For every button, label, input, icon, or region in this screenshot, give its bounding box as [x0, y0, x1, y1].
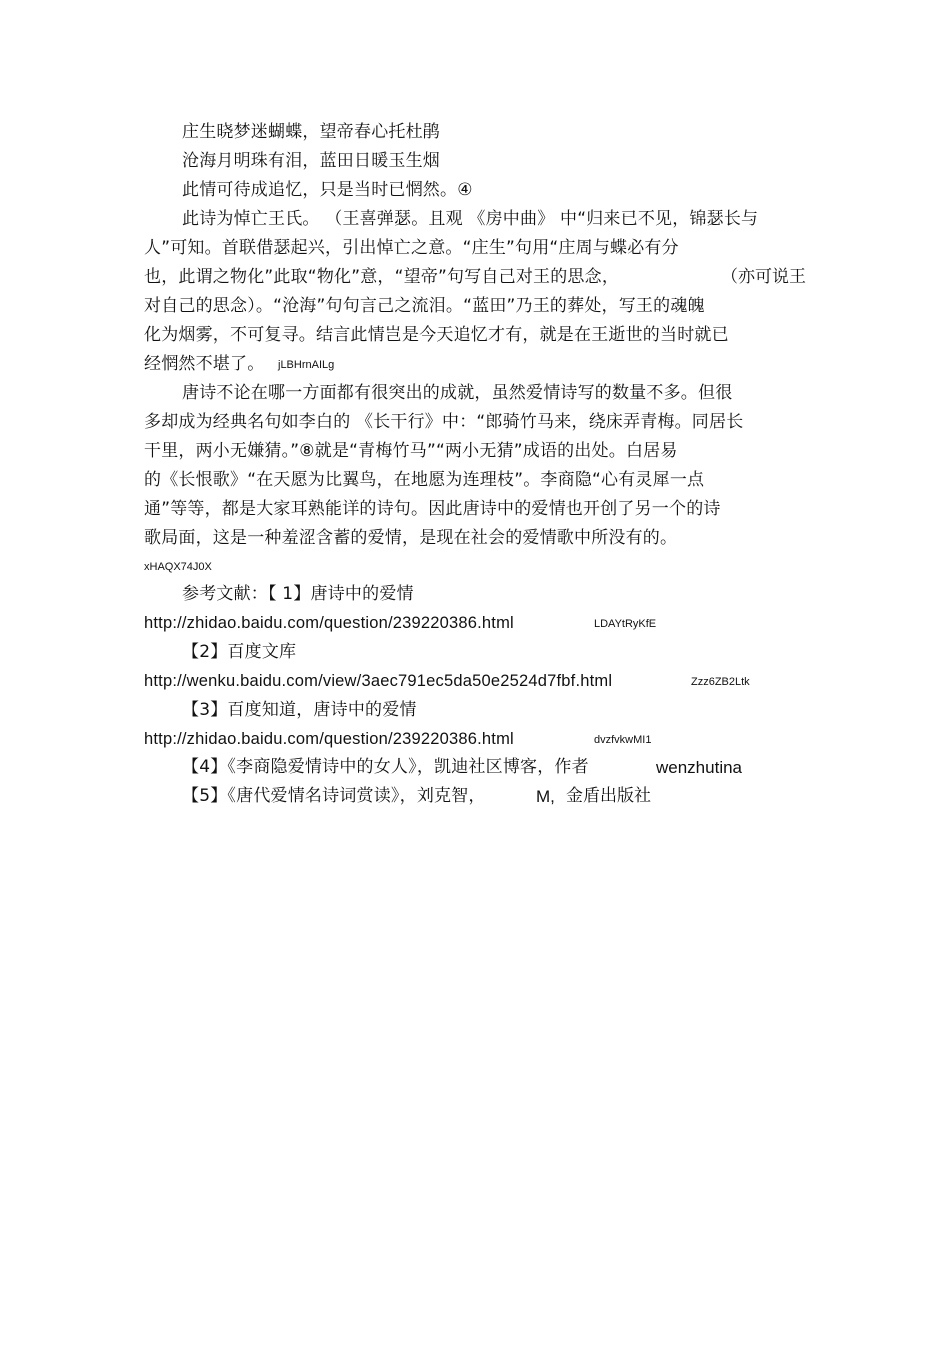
commentary-line-5: 化为烟雾，不可复寻。结言此情岂是今天追忆才有，就是在王逝世的当时就已: [144, 325, 729, 345]
reference-1-code: LDAYtRyKfE: [594, 618, 657, 630]
conclusion-code: xHAQX74J0X: [144, 561, 212, 573]
commentary-line-2: 人”可知。首联借瑟起兴，引出悼亡之意。“庄生”句用“庄周与蝶必有分: [144, 238, 679, 258]
commentary-line-1: 此诗为悼亡王氏。 （王喜弹瑟。且观 《房中曲》 中“归来已不见，锦瑟长与: [182, 209, 759, 229]
reference-4-author: wenzhutina: [656, 758, 743, 777]
conclusion-line-3: 干里，两小无嫌猜。”⑧就是“青梅竹马”“两小无猜”成语的出处。白居易: [144, 441, 678, 461]
conclusion-line-5: 通”等等，都是大家耳熟能详的诗句。因此唐诗中的爱情也开创了另一个的诗: [144, 499, 721, 519]
reference-3-url[interactable]: http://zhidao.baidu.com/question/239220386.html: [144, 730, 514, 748]
conclusion-line-1: 唐诗不论在哪一方面都有很突出的成就，虽然爱情诗写的数量不多。但很: [182, 383, 733, 403]
conclusion-line-6: 歌局面，这是一种羞涩含蓄的爱情，是现在社会的爱情歌中所没有的。: [144, 528, 678, 548]
commentary-line-4: 对自己的思念）。“沧海”句句言己之流泪。“蓝田”乃王的葬处，写王的魂魄: [144, 296, 705, 316]
reference-4-title: 【4】《李商隐爱情诗中的女人》，凯迪社区博客，作者: [182, 757, 589, 777]
commentary-line-3-tail: （亦可说王: [721, 267, 806, 287]
reference-2-title: 【2】百度文库: [182, 642, 297, 662]
commentary-line-6: 经惘然不堪了。: [144, 354, 265, 374]
reference-5-type: M,: [536, 787, 555, 806]
commentary-code: jLBHrnAILg: [278, 359, 335, 371]
poem-line-3: 此情可待成追忆，只是当时已惘然。④: [182, 180, 473, 200]
reference-3-title: 【3】百度知道，唐诗中的爱情: [182, 700, 417, 720]
poem-line-2: 沧海月明珠有泪，蓝田日暖玉生烟: [182, 151, 440, 171]
conclusion-line-2: 多却成为经典名句如李白的 《长干行》中：“郎骑竹马来，绕床弄青梅。同居长: [144, 412, 744, 432]
references-heading: 参考文献：【 1】唐诗中的爱情: [182, 584, 414, 604]
reference-5-title: 【5】《唐代爱情名诗词赏读》，刘克智，: [182, 786, 486, 806]
reference-5-publisher: 金盾出版社: [566, 786, 651, 806]
conclusion-line-4: 的《长恨歌》“在天愿为比翼鸟，在地愿为连理枝”。李商隐“心有灵犀一点: [144, 470, 705, 490]
reference-2-code: Zzz6ZB2Ltk: [691, 676, 750, 688]
reference-3-code: dvzfvkwMI1: [594, 734, 652, 746]
commentary-line-3: 也，此谓之物化”此取“物化”意，“望帝”句写自己对王的思念，: [144, 267, 620, 287]
reference-1-url[interactable]: http://zhidao.baidu.com/question/239220386.html: [144, 614, 514, 632]
reference-2-url[interactable]: http://wenku.baidu.com/view/3aec791ec5da50e2524d7fbf.html: [144, 672, 613, 690]
poem-line-1: 庄生晓梦迷蝴蝶，望帝春心托杜鹃: [182, 122, 440, 142]
